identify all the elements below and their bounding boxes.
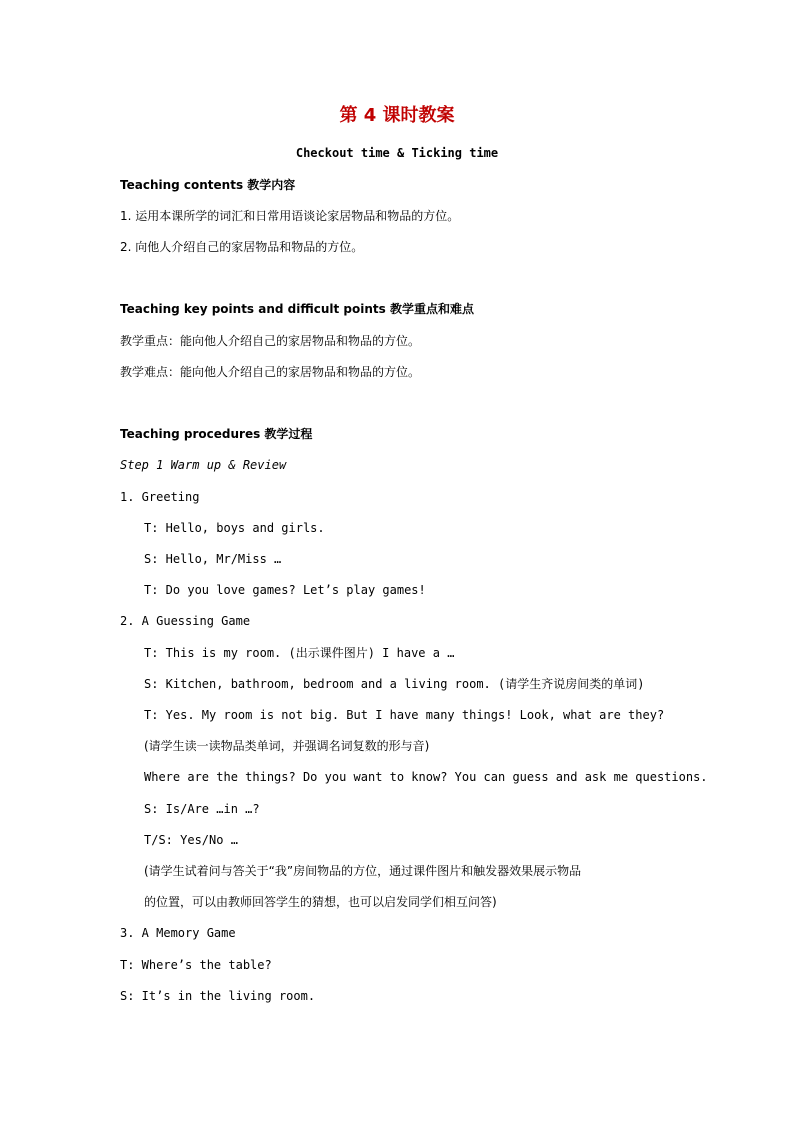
procedure-line: 1. Greeting [120,490,200,504]
page-title: 第 4 课时教案 [339,105,455,126]
difficult-point-text: 教学难点：能向他人介绍自己的家居物品和物品的方位。 [120,365,421,379]
contents-heading: Teaching contents 教学内容 [120,178,296,192]
procedure-line: 的位置，可以由教师回答学生的猜想，也可以启发同学们相互问答) [144,895,497,909]
procedure-line: 2. A Guessing Game [120,614,251,628]
page-subtitle: Checkout time & Ticking time [295,146,499,160]
procedure-line: (请学生读一读物品类单词，并强调名词复数的形与音) [144,739,430,753]
procedure-line: T: Where’s the table? [120,958,272,972]
contents-item: 2. 向他人介绍自己的家居物品和物品的方位。 [120,240,364,254]
procedure-line: S: It’s in the living room. [120,989,316,1003]
procedure-line: (请学生试着问与答关于“我”房间物品的方位，通过课件图片和触发器效果展示物品 [144,864,582,878]
procedure-line: T: Do you love games? Let’s play games! [144,583,426,597]
procedure-line: T/S: Yes/No … [144,833,238,847]
procedure-line: T: Yes. My room is not big. But I have many things! Look, what are they? [144,708,665,722]
contents-item: 1. 运用本课所学的词汇和日常用语谈论家居物品和物品的方位。 [120,209,460,223]
procedure-line: S: Hello, Mr/Miss … [144,552,282,566]
procedure-line: T: Hello, boys and girls. [144,521,325,535]
key-point-text: 教学重点：能向他人介绍自己的家居物品和物品的方位。 [120,334,421,348]
procedure-line: T: This is my room. (出示课件图片) I have a … [144,646,455,660]
procedure-line: 3. A Memory Game [120,926,236,940]
key-points-heading: Teaching key points and difficult points 教学重点和难点 [120,302,474,316]
procedure-line: S: Kitchen, bathroom, bedroom and a living room. (请学生齐说房间类的单词) [144,677,645,691]
step-heading: Step 1 Warm up & Review [120,458,287,472]
procedure-line: Where are the things? Do you want to know? You can guess and ask me questions. [144,770,708,784]
procedures-heading: Teaching procedures 教学过程 [120,427,313,441]
procedure-line: S: Is/Are …in …? [144,802,260,816]
